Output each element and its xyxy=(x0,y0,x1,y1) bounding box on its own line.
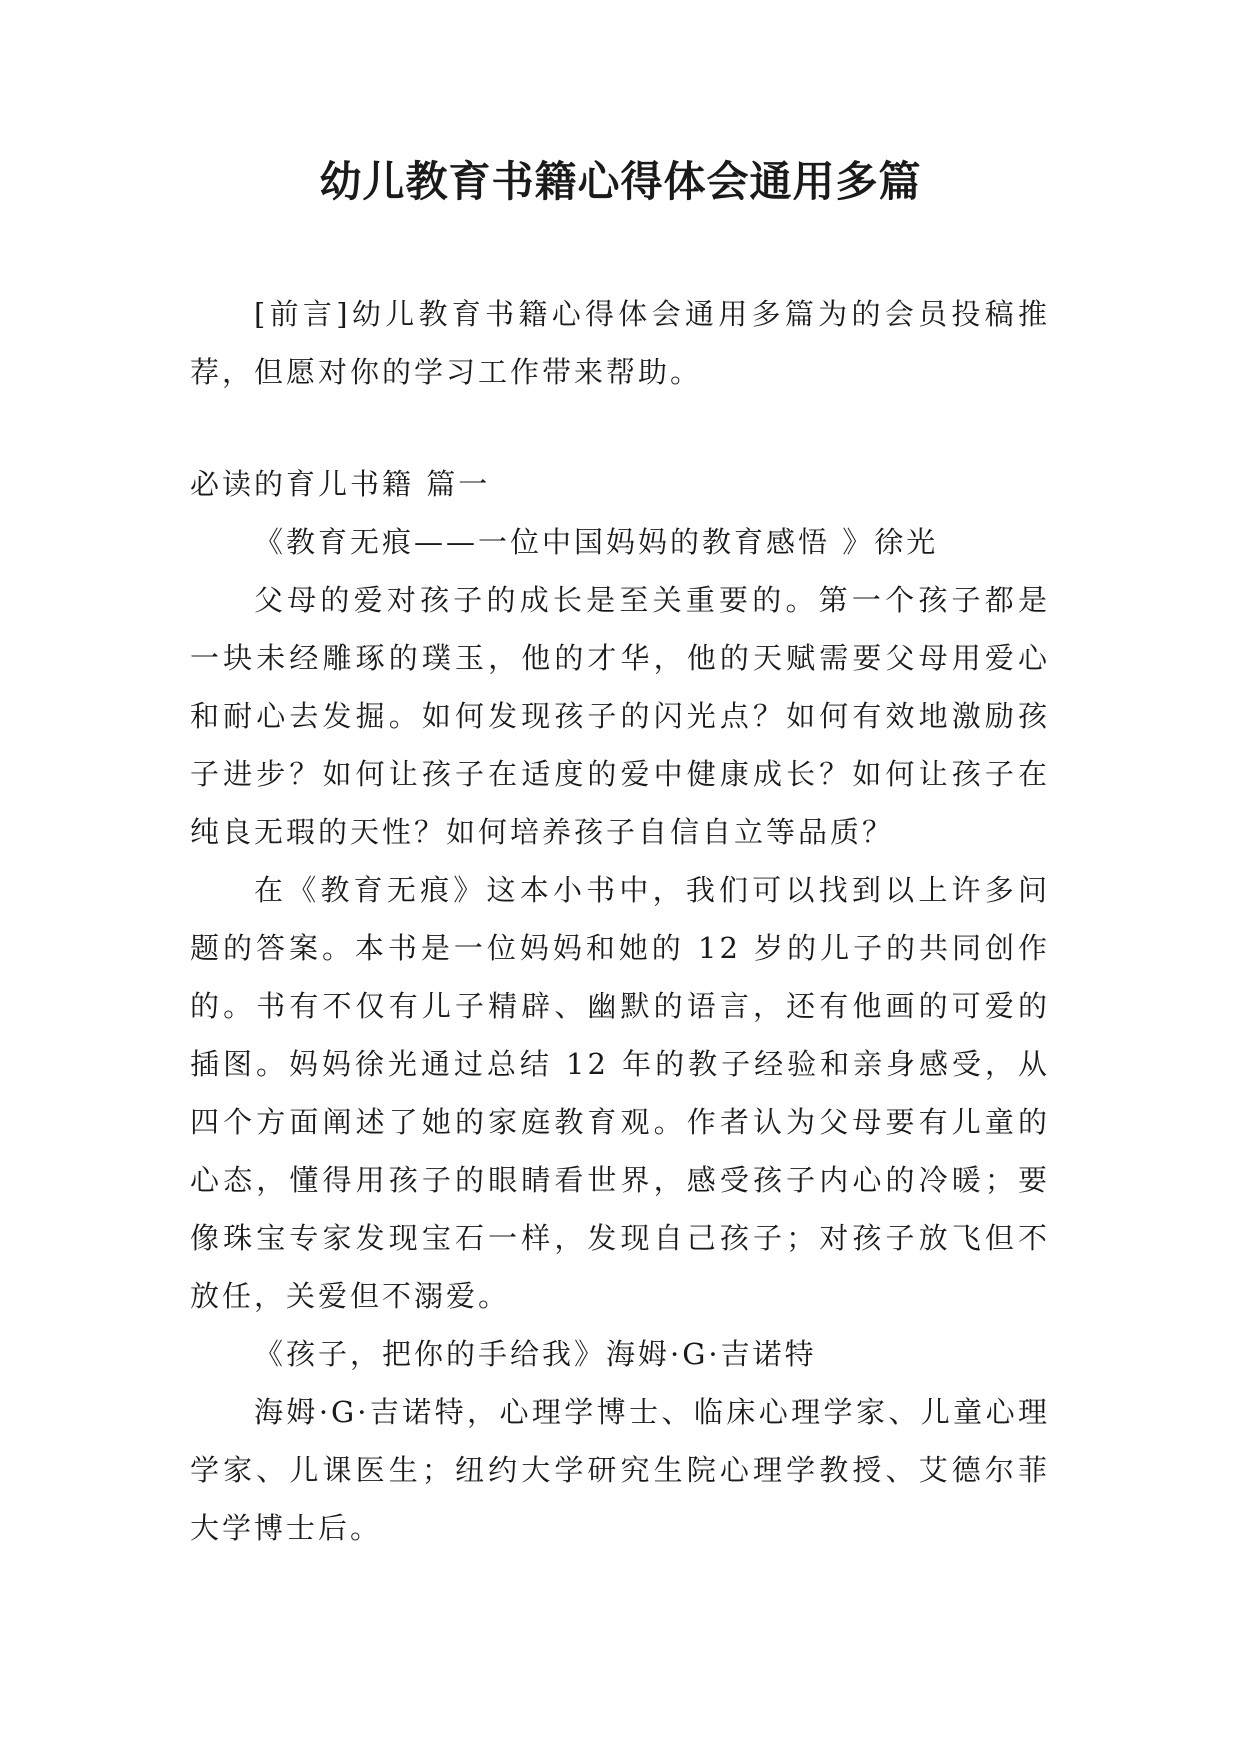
book-title-1: 《教育无痕——一位中国妈妈的教育感悟 》徐光 xyxy=(254,525,939,559)
book1-paragraph-2: 在《教育无痕》这本小书中，我们可以找到以上许多问题的答案。本书是一位妈妈和她的 12 岁的儿子的共同创作的。书有不仅有儿子精辟、幽默的语言，还有他画的可爱的插图。妈妈徐光通过总结 12 年的教子经验和亲身感受，从四个方面阐述了她的家庭教育观。作者认为父母要有儿童的心态，懂得用孩子的眼睛看世界，感受孩子内心的冷暖；要像珠宝专家发现宝石一样，发现自己孩子；对孩子放飞但不放任，关爱但不溺爱。 xyxy=(190,873,1050,1313)
section-heading: 必读的育儿书籍 篇一 xyxy=(190,467,491,501)
book2-paragraph-1: 海姆·G·吉诺特，心理学博士、临床心理学家、儿童心理学家、儿课医生；纽约大学研究生院心理学教授、艾德尔菲大学博士后。 xyxy=(190,1395,1050,1545)
page-title: 幼儿教育书籍心得体会通用多篇 xyxy=(319,157,922,206)
book1-paragraph-1: 父母的爱对孩子的成长是至关重要的。第一个孩子都是一块未经雕琢的璞玉，他的才华，他的天赋需要父母用爱心和耐心去发掘。如何发现孩子的闪光点？如何有效地激励孩子进步？如何让孩子在适度的爱中健康成长？如何让孩子在纯良无瑕的天性？如何培养孩子自信自立等品质？ xyxy=(190,583,1050,849)
intro-paragraph: [前言]幼儿教育书籍心得体会通用多篇为的会员投稿推荐，但愿对你的学习工作带来帮助。 xyxy=(190,297,1050,389)
document-body xyxy=(190,285,1050,1557)
book-title-2: 《孩子，把你的手给我》海姆·G·吉诺特 xyxy=(254,1337,817,1371)
